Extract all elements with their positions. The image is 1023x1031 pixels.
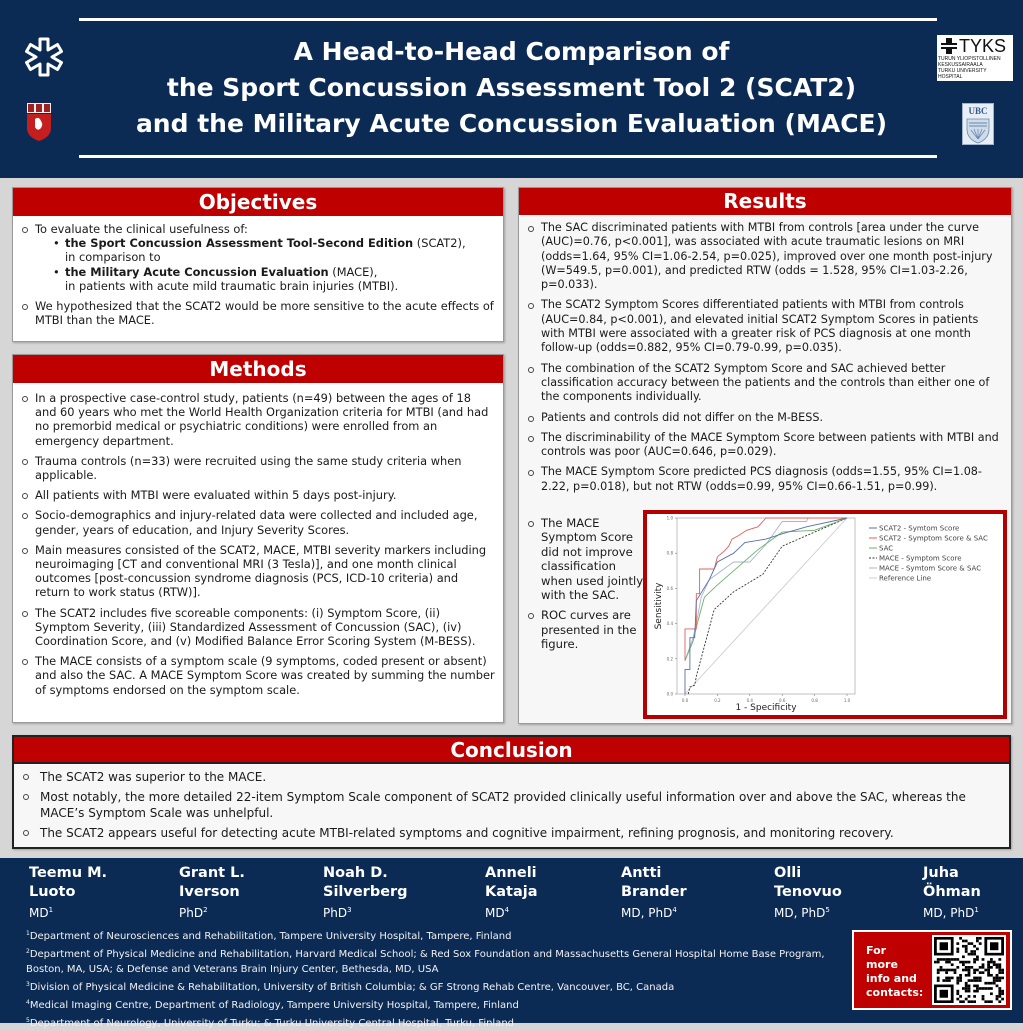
affiliation [26, 1013, 826, 1031]
author [29, 864, 107, 921]
objectives-panel [12, 187, 504, 342]
conclusion-bullet: The SCAT2 appears useful for detecting acute MTBI-related symptoms and cognitive impairment, refining prognosis, and monitoring recovery. [22, 825, 1001, 841]
ubc-crest-icon [963, 117, 993, 145]
contact-label-line: contacts: [866, 986, 924, 999]
legend-entry: SCAT2 - Symtom Score [879, 524, 960, 533]
y-axis-label: Sensitivity [654, 582, 664, 630]
y-tick-label: 0.4 [666, 621, 673, 627]
qr-code-icon[interactable] [932, 935, 1006, 1005]
methods-bullet: All patients with MTBI were evaluated within 5 days post-injury. [21, 488, 495, 502]
methods-bullet: Socio-demographics and injury-related data were collected and included age, gender, years of education, and Injury Severity Scores. [21, 508, 495, 536]
degree-text: MD [29, 906, 49, 920]
author-last: Luoto [29, 884, 76, 900]
title-line-3: and the Military Acute Concussion Evaluation (MACE) [135, 109, 888, 138]
affiliation-number: 5 [26, 1017, 30, 1024]
author [621, 864, 687, 921]
x-tick-label: 1.0 [843, 698, 851, 703]
author-last: Iverson [179, 884, 240, 900]
affiliation-text: Department of Neurology, University of Turku; & Turku University Central Hospital, Turku, Finland [29, 1018, 515, 1029]
affiliation [26, 977, 826, 995]
contact-label-line: info and [866, 972, 917, 985]
author-last: Silverberg [323, 884, 408, 900]
author-first: Olli [774, 865, 802, 881]
y-tick-label: 0.8 [666, 550, 673, 556]
objectives-heading: Objectives [13, 188, 503, 216]
degree-text: MD, PhD [923, 906, 975, 920]
author-first: Noah D. [323, 865, 388, 881]
results-bullet: The SCAT2 Symptom Scores differentiated patients with MTBI from controls (AUC=0.84, p<0.001), and elevated initial SCAT2 Symptom Scores in patients with MTBI were associated with a greater risk of PCS diagnosis at one month follow-up (odds=0.882, 95% CI=0.79-0.99, p=0.035). [527, 298, 1003, 355]
author-first: Juha [923, 865, 959, 881]
results-bullet: The combination of the SCAT2 Symptom Score and SAC achieved better classification accuracy between the patients and the controls than either one of the components individually. [527, 362, 1003, 405]
y-tick-label: 0.2 [666, 656, 673, 662]
bullet-dot-icon: • [53, 236, 60, 251]
poster-footer [0, 858, 1023, 1029]
affiliation-number: 1 [26, 930, 30, 937]
tyks-line-4: HOSPITAL [938, 74, 963, 80]
affiliation-text: Department of Physical Medicine and Rehabilitation, Harvard Medical School; & Red Sox Foundation and Massachusetts General Hospital Home Base Program, Boston, MA, USA; & Defense and Veterans Brain Injury Center, Bethesda, MD, USA [26, 949, 825, 975]
author-degree [323, 902, 408, 921]
author-first: Anneli [485, 865, 537, 881]
tyks-logo [937, 35, 1013, 81]
side-note: The MACE Symptom Score did not improve classification when used jointly with the SAC. [527, 516, 645, 602]
objectives-sub-bold: the Military Acute Concussion Evaluation [65, 264, 329, 279]
author [923, 864, 981, 921]
contact-box [852, 930, 1012, 1010]
author [485, 864, 538, 921]
methods-body [13, 383, 503, 707]
author-first: Teemu M. [29, 865, 108, 881]
methods-panel [12, 354, 504, 723]
star-of-life-icon [22, 36, 66, 80]
degree-text: MD [485, 906, 505, 920]
objectives-sub-cont: in comparison to [65, 250, 161, 265]
legend-entry: SCAT2 - Symptom Score & SAC [879, 534, 988, 543]
methods-bullet: Trauma controls (n=33) were recruited using the same study criteria when applicable. [21, 454, 495, 482]
x-tick-label: 0.6 [779, 698, 786, 703]
objectives-sub-bold: the Sport Concussion Assessment Tool-Second Edition [65, 236, 414, 251]
results-bullet: Patients and controls did not differ on the M-BESS. [527, 411, 1003, 425]
affiliation-text: Department of Neurosciences and Rehabilitation, Tampere University Hospital, Tampere, Finland [29, 931, 512, 942]
results-panel [518, 187, 1012, 724]
poster-header [0, 0, 1023, 178]
degree-text: PhD [323, 906, 348, 920]
methods-heading: Methods [13, 355, 503, 383]
objectives-intro: To evaluate the clinical usefulness of: [35, 222, 248, 236]
objectives-hypothesis: We hypothesized that the SCAT2 would be more sensitive to the acute effects of MTBI than the MACE. [21, 299, 495, 327]
legend-entry: SAC [879, 544, 894, 553]
author-degree [179, 902, 245, 921]
author-degree [29, 902, 107, 921]
affiliation-number: 4 [26, 999, 30, 1006]
affiliation [26, 926, 826, 944]
author-degree [485, 902, 538, 921]
y-tick-label: 0.0 [666, 691, 673, 697]
conclusion-bullet: Most notably, the more detailed 22-item Symptom Scale component of SCAT2 provided clinically useful information over and above the SAC, whereas the MACE’s Symptom Scale was unhelpful. [22, 789, 1001, 821]
y-tick-label: 1.0 [666, 515, 673, 521]
conclusion-heading: Conclusion [14, 737, 1009, 764]
affiliation-mark: 3 [347, 906, 352, 914]
affiliation-text: Division of Physical Medicine & Rehabilitation, University of British Columbia; & GF Strong Rehab Centre, Vancouver, BC, Canada [29, 982, 675, 993]
title-line-1: A Head-to-Head Comparison of [293, 37, 730, 66]
affiliation-mark: 5 [825, 906, 830, 914]
objectives-sub-item [35, 265, 495, 293]
poster-title [100, 34, 923, 142]
objectives-bullet [21, 222, 495, 293]
conclusion-panel [12, 735, 1011, 849]
contact-label-line: For [866, 944, 887, 957]
y-tick-label: 0.6 [666, 585, 673, 591]
affiliation-mark: 2 [203, 906, 208, 914]
header-rule-top [79, 18, 937, 21]
roc-figure [643, 510, 1007, 719]
conclusion-bullet: The SCAT2 was superior to the MACE. [22, 769, 1001, 785]
harvard-shield-logo [27, 103, 51, 141]
author-last: Tenovuo [774, 884, 842, 900]
author-first: Grant L. [179, 865, 245, 881]
author [179, 864, 245, 921]
author-degree [774, 902, 842, 921]
methods-bullet: Main measures consisted of the SCAT2, MACE, MTBI severity markers including neuroimaging [CT and conventional MRI (3 Tesla)], and one month clinical outcomes [post-concussion syndrome diagnosis (PCS, ICD-10 criteria) and return to work status (RTW)]. [21, 543, 495, 600]
contact-label [866, 944, 923, 1000]
legend-entry: MACE - Symtom Score & SAC [879, 564, 982, 573]
affiliation-mark: 1 [974, 906, 979, 914]
results-bullet: The SAC discriminated patients with MTBI from controls [area under the curve (AUC)=0.76, p<0.001], was associated with acute traumatic lesions on MRI (odds=1.64, 95% CI=1.06-2.54, p=0.025), improved over one month post-injury (W=549.5, p=0.001), and predicted RTW (odds = 1.528, 95% CI=1.03-2.26, p=0.033). [527, 221, 1003, 292]
header-rule-bottom [79, 155, 937, 158]
side-note: ROC curves are presented in the figure. [527, 608, 645, 651]
objectives-sub-item [35, 236, 495, 264]
objectives-sub-rest: (MACE), [328, 264, 378, 279]
author [774, 864, 842, 921]
x-tick-label: 0.0 [681, 698, 689, 703]
roc-chart [647, 514, 1003, 715]
qr-pattern [932, 935, 1006, 1005]
degree-text: MD, PhD [621, 906, 673, 920]
results-bullet: The discriminability of the MACE Symptom Score between patients with MTBI and controls was poor (AUC=0.646, p=0.029). [527, 431, 1003, 460]
methods-bullet: The SCAT2 includes five scoreable components: (i) Symptom Score, (ii) Symptom Severity, (iii) Standardized Assessment of Concussion (SAC), (iv) Coordination Score, and (v) Modified Balance Error Scoring System (M-BESS). [21, 606, 495, 649]
affiliation [26, 944, 826, 977]
objectives-sub-rest: (SCAT2), [413, 236, 466, 251]
author-last: Öhman [923, 884, 981, 900]
author [323, 864, 408, 921]
contact-label-line: more [866, 958, 898, 971]
legend-entry: MACE - Symptom Score [879, 554, 962, 563]
affiliation-text: Medical Imaging Centre, Department of Radiology, Tampere University Hospital, Tampere, Finland [29, 1000, 519, 1011]
affiliation-number: 2 [26, 948, 30, 955]
tyks-line-2: KESKUSSAIRAALA [938, 62, 983, 68]
ubc-logo-name: UBC [968, 106, 988, 116]
objectives-body [13, 216, 503, 337]
author-last: Brander [621, 884, 687, 900]
results-side-notes [527, 516, 645, 658]
objectives-sub-cont: in patients with acute mild traumatic brain injuries (MTBI). [65, 278, 399, 293]
legend-entry: Reference Line [879, 574, 932, 583]
x-tick-label: 0.2 [714, 698, 721, 703]
affiliation-mark: 4 [672, 906, 677, 914]
tyks-line-1: TURUN YLIOPISTOLLINEN [938, 56, 1001, 62]
title-line-2: the Sport Concussion Assessment Tool 2 (SCAT2) [166, 73, 857, 102]
x-axis-label: 1 - Specificity [735, 703, 797, 713]
tyks-cross-icon [941, 38, 957, 54]
methods-bullet: In a prospective case-control study, patients (n=49) between the ages of 18 and 60 years who met the World Health Organization criteria for MTBI (and had no premorbid medical or psychiatric conditions) were enrolled from an emergency department. [21, 391, 495, 448]
bullet-dot-icon: • [53, 264, 60, 279]
tyks-line-3: TURKU UNIVERSITY [938, 68, 987, 74]
affiliation-mark: 1 [48, 906, 54, 914]
x-tick-label: 0.4 [746, 698, 753, 703]
affiliation [26, 995, 826, 1013]
tyks-logo-name: TYKS [959, 36, 1007, 56]
affiliations [26, 926, 826, 1031]
degree-text: MD, PhD [774, 906, 826, 920]
x-tick-label: 0.8 [811, 698, 818, 703]
author-degree [621, 902, 687, 921]
tyks-logo-text [938, 56, 1001, 80]
methods-bullet: The MACE consists of a symptom scale (9 symptoms, coded present or absent) and also the SAC. A MACE Symptom Score was created by summing the number of symptoms endorsed on the symptom scale. [21, 654, 495, 697]
affiliation-number: 3 [26, 981, 30, 988]
ubc-logo [962, 103, 994, 145]
affiliation-mark: 4 [504, 906, 510, 914]
results-heading: Results [519, 188, 1011, 215]
results-body [519, 215, 1011, 504]
results-bullet: The MACE Symptom Score predicted PCS diagnosis (odds=1.55, 95% CI=1.08-2.22, p=0.018), but not RTW (odds=0.99, 95% CI=0.66-1.51, p=0.99). [527, 465, 1003, 494]
degree-text: PhD [179, 906, 204, 920]
author-last: Kataja [485, 884, 538, 900]
conclusion-body [14, 764, 1009, 849]
author-first: Antti [621, 865, 662, 881]
author-degree [923, 902, 981, 921]
